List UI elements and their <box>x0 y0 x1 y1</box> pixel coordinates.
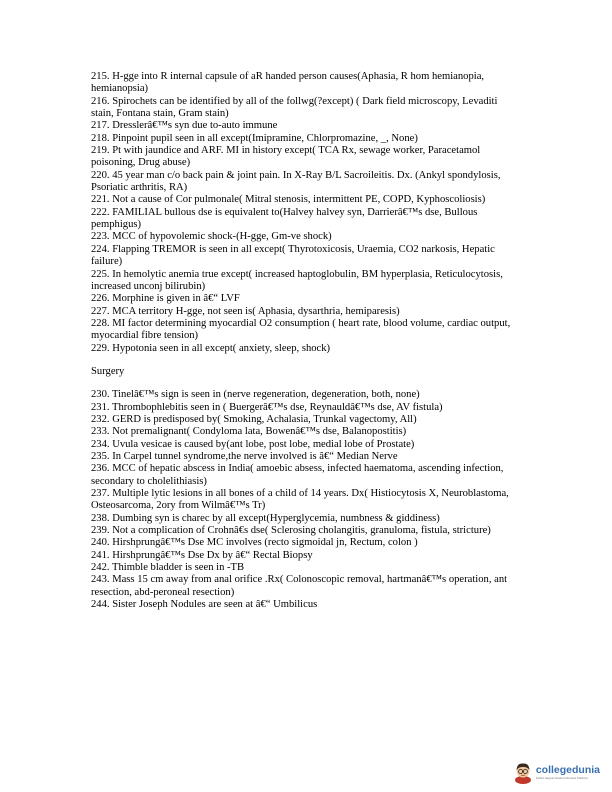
list-item: 220. 45 year man c/o back pain & joint pain. In X-Ray B/L Sacroileitis. Dx. (Ankyl spondylosis, Psoriatic arthritis, RA) <box>91 169 501 194</box>
list-item: 241. Hirshprungâ€™s Dse Dx by â€“ Rectal Biopsy <box>91 549 313 561</box>
list-item: 216. Spirochets can be identified by all of the follwg(?except) ( Dark field microscopy, Levaditi stain, Fontana stain, Gram stain) <box>91 95 498 120</box>
list-item: 244. Sister Joseph Nodules are seen at â€“ Umbilicus <box>91 599 318 611</box>
list-item: 238. Dumbing syn is charec by all except(Hyperglycemia, numbness & giddiness) <box>91 512 440 524</box>
list-item: 228. MI factor determining myocardial O2 consumption ( heart rate, blood volume, cardiac output, myocardial fibre tension) <box>91 317 511 342</box>
collegedunia-logo[interactable] <box>512 760 600 784</box>
list-item: 227. MCA territory H-gge, not seen is( Aphasia, dysarthria, hemiparesis) <box>91 305 400 317</box>
list-item: 233. Not premalignant( Condyloma lata, Bowenâ€™s dse, Balanopostitis) <box>91 426 407 438</box>
list-item: 235. In Carpel tunnel syndrome,the nerve involved is â€“ Median Nerve <box>91 450 398 462</box>
list-item: 225. In hemolytic anemia true except( increased haptoglobulin, BM hyperplasia, Reticulocytosis, increased unconj bilirubin) <box>91 268 503 292</box>
list-item: 229. Hypotonia seen in all except( anxiety, sleep, shock) <box>91 342 331 354</box>
brand-tagline: India's largest Student Review Platform <box>535 775 589 780</box>
list-item: 221. Not a cause of Cor pulmonale( Mitral stenosis, intermittent PE, COPD, Kyphoscoliosis) <box>91 194 486 206</box>
list-item: 217. Dresslerâ€™s syn due to-auto immune <box>91 120 278 132</box>
list-item: 232. GERD is predisposed by( Smoking, Achalasia, Trunkal vagectomy, All) <box>91 413 417 425</box>
list-item: 236. MCC of hepatic abscess in India( amoebic absess, infected haematoma, ascending infection, secondary to cholelithiasis) <box>91 463 504 487</box>
mascot-icon <box>512 760 534 784</box>
list-item: 242. Thimble bladder is seen in -TB <box>91 562 245 574</box>
list-item: 222. FAMILIAL bullous dse is equivalent to(Halvey halvey syn, Darrierâ€™s dse, Bullous pemphigus) <box>91 206 478 231</box>
list-item: 231. Thrombophlebitis seen in ( Buergerâ€™s dse, Reynauldâ€™s dse, AV fistula) <box>91 401 443 413</box>
surgery-question-list <box>91 389 521 611</box>
list-item: 239. Not a complication of Crohnâ€s dse( Sclerosing cholangitis, granuloma, fistula, stricture) <box>91 525 491 537</box>
list-item: 223. MCC of hypovolemic shock-(H-gge, Gm-ve shock) <box>91 231 332 243</box>
logo-text <box>536 765 600 780</box>
list-item: 243. Mass 15 cm away from anal orifice .Rx( Colonoscopic removal, hartmanâ€™s operation, ant resection, abd-peroneal resection) <box>91 574 508 598</box>
list-item: 230. Tinelâ€™s sign is seen in (nerve regeneration, degeneration, both, none) <box>91 389 420 401</box>
section-heading-surgery: Surgery <box>91 365 125 377</box>
brand-name: collegedunia <box>535 763 600 776</box>
list-item: 240. Hirshprungâ€™s Dse MC involves (recto sigmoidal jn, Rectum, colon ) <box>91 537 418 549</box>
list-item: 219. Pt with jaundice and ARF. MI in history except( TCA Rx, sewage worker, Paracetamol poisoning, Drug abuse) <box>91 145 481 169</box>
medicine-question-list <box>91 71 521 355</box>
list-item: 218. Pinpoint pupil seen in all except(Imipramine, Chlorpromazine, _, None) <box>91 132 418 144</box>
list-item: 215. H-gge into R internal capsule of aR handed person causes(Aphasia, R hom hemianopia, hemianopsia) <box>91 71 485 95</box>
list-item: 237. Multiple lytic lesions in all bones of a child of 14 years. Dx( Histiocytosis X, Neuroblastoma, Osteosarcoma, 2ory from Wilmâ€™s Tr) <box>91 488 509 512</box>
document-body <box>91 71 521 611</box>
list-item: 224. Flapping TREMOR is seen in all except( Thyrotoxicosis, Uraemia, CO2 narkosis, Hepatic failure) <box>91 243 495 268</box>
list-item: 234. Uvula vesicae is caused by(ant lobe, post lobe, medial lobe of Prostate) <box>91 438 415 450</box>
list-item: 226. Morphine is given in â€“ LVF <box>91 293 240 305</box>
